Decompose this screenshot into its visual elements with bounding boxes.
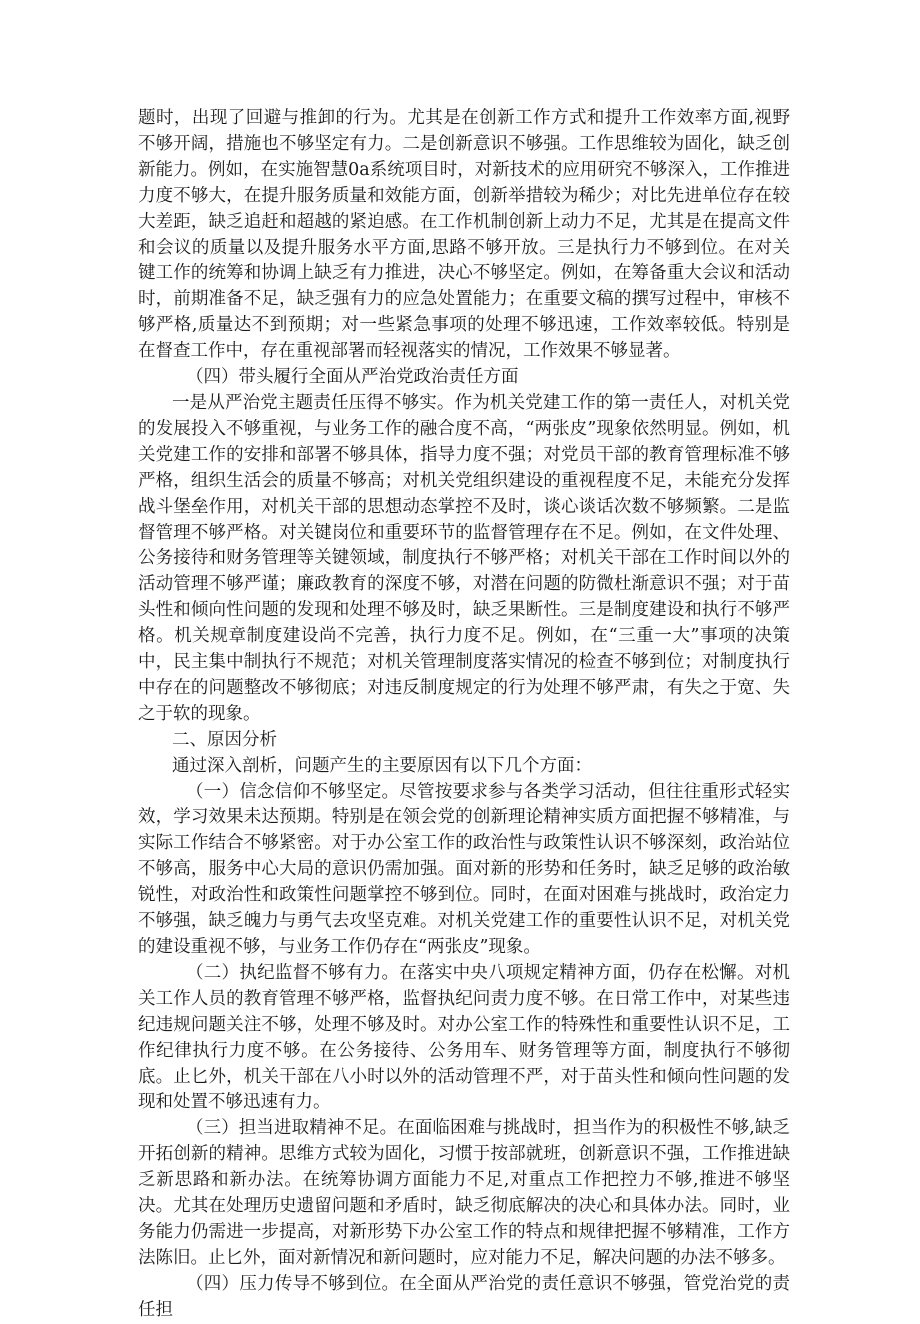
section-heading-four: （四）带头履行全面从严治党政治责任方面 [186, 367, 519, 388]
document-body [138, 106, 790, 1324]
paragraph-cause-three: （三）担当进取精神不足。在面临困难与挑战时，担当作为的积极性不够,缺乏开拓创新的精神。思维方式较为固化，习惯于按部就班，创新意识不强，工作推进缺乏新思路和新办法。在统筹协调方面能力不足,对重点工作把控力不够,推进不够坚决。尤其在处理历史遗留问题和矛盾时，缺乏彻底解决的决心和具体办法。同时，业务能力仍需进一步提高，对新形势下办公室工作的特点和规律把握不够精准，工作方法陈旧。止匕外，面对新情况和新问题时，应对能力不足，解决问题的办法不够多。 [138, 1118, 790, 1268]
paragraph-continuation: 题时，出现了回避与推卸的行为。尤其是在创新工作方式和提升工作效率方面,视野不够开阔，措施也不够坚定有力。二是创新意识不够强。工作思维较为固化，缺乏创新能力。例如，在实施智慧0a系统项目时，对新技术的应用研究不够深入，工作推进力度不够大，在提升服务质量和效能方面，创新举措较为稀少；对比先进单位存在较大差距，缺乏追赶和超越的紧迫感。在工作机制创新上动力不足，尤其是在提高文件和会议的质量以及提升服务水平方面,思路不够开放。三是执行力不够到位。在对关键工作的统筹和协调上缺乏有力推进，决心不够坚定。例如，在筹备重大会议和活动时，前期准备不足，缺乏强有力的应急处置能力；在重要文稿的撰写过程中，审核不够严格,质量达不到预期；对一些紧急事项的处理不够迅速，工作效率较低。特别是在督查工作中，存在重视部署而轻视落实的情况，工作效果不够显著。 [138, 108, 790, 362]
section-heading-cause-analysis: 二、原因分析 [172, 729, 277, 750]
paragraph-cause-one: （一）信念信仰不够坚定。尽管按要求参与各类学习活动，但往往重形式轻实效，学习效果未达预期。特别是在领会党的创新理论精神实质方面把握不够精准，与实际工作结合不够紧密。对于办公室工作的政治性与政策性认识不够深刻，政治站位不够高，服务中心大局的意识仍需加强。面对新的形势和任务时，缺乏足够的政治敏锐性，对政治性和政策性问题掌控不够到位。同时，在面对困难与挑战时，政治定力不够强，缺乏魄力与勇气去攻坚克难。对机关党建工作的重要性认识不足，对机关党的建设重视不够，与业务工作仍存在“两张皮”现象。 [138, 781, 790, 957]
paragraph-party-responsibility: 一是从严治党主题责任压得不够实。作为机关党建工作的第一责任人，对机关党的发展投入不够重视，与业务工作的融合度不高，“两张皮”现象依然明显。例如，机关党建工作的安排和部署不够具体，指导力度不强；对党员干部的教育管理标准不够严格，组织生活会的质量不够高；对机关党组织建设的重视程度不足，未能充分发挥战斗堡垒作用，对机关干部的思想动态掌控不及时，谈心谈话次数不够频繁。二是监督管理不够严格。对关键岗位和重要环节的监督管理存在不足。例如，在文件处理、公务接待和财务管理等关键领域，制度执行不够严格；对机关干部在工作时间以外的活动管理不够严谨；廉政教育的深度不够，对潜在问题的防微杜渐意识不强；对于苗头性和倾向性问题的发现和处理不够及时，缺乏果断性。三是制度建设和执行不够严格。机关规章制度建设尚不完善，执行力度不足。例如，在“三重一大”事项的决策中，民主集中制执行不规范；对机关管理制度落实情况的检查不够到位；对制度执行中存在的问题整改不够彻底；对违反制度规定的行为处理不够严肃，有失之于宽、失之于软的现象。 [138, 392, 790, 724]
paragraph-cause-four: （四）压力传导不够到位。在全面从严治党的责任意识不够强，管党治党的责任担 [138, 1273, 790, 1320]
paragraph-cause-two: （二）执纪监督不够有力。在落实中央八项规定精神方面，仍存在松懈。对机关工作人员的教育管理不够严格，监督执纪问责力度不够。在日常工作中，对某些违纪违规问题关注不够，处理不够及时。对办公室工作的特殊性和重要性认识不足，工作纪律执行力度不够。在公务接待、公务用车、财务管理等方面，制度执行不够彻底。止匕外，机关干部在八小时以外的活动管理不严，对于苗头性和倾向性问题的发现和处置不够迅速有力。 [138, 962, 790, 1113]
paragraph-cause-intro: 通过深入剖析，问题产生的主要原因有以下几个方面： [172, 755, 592, 776]
